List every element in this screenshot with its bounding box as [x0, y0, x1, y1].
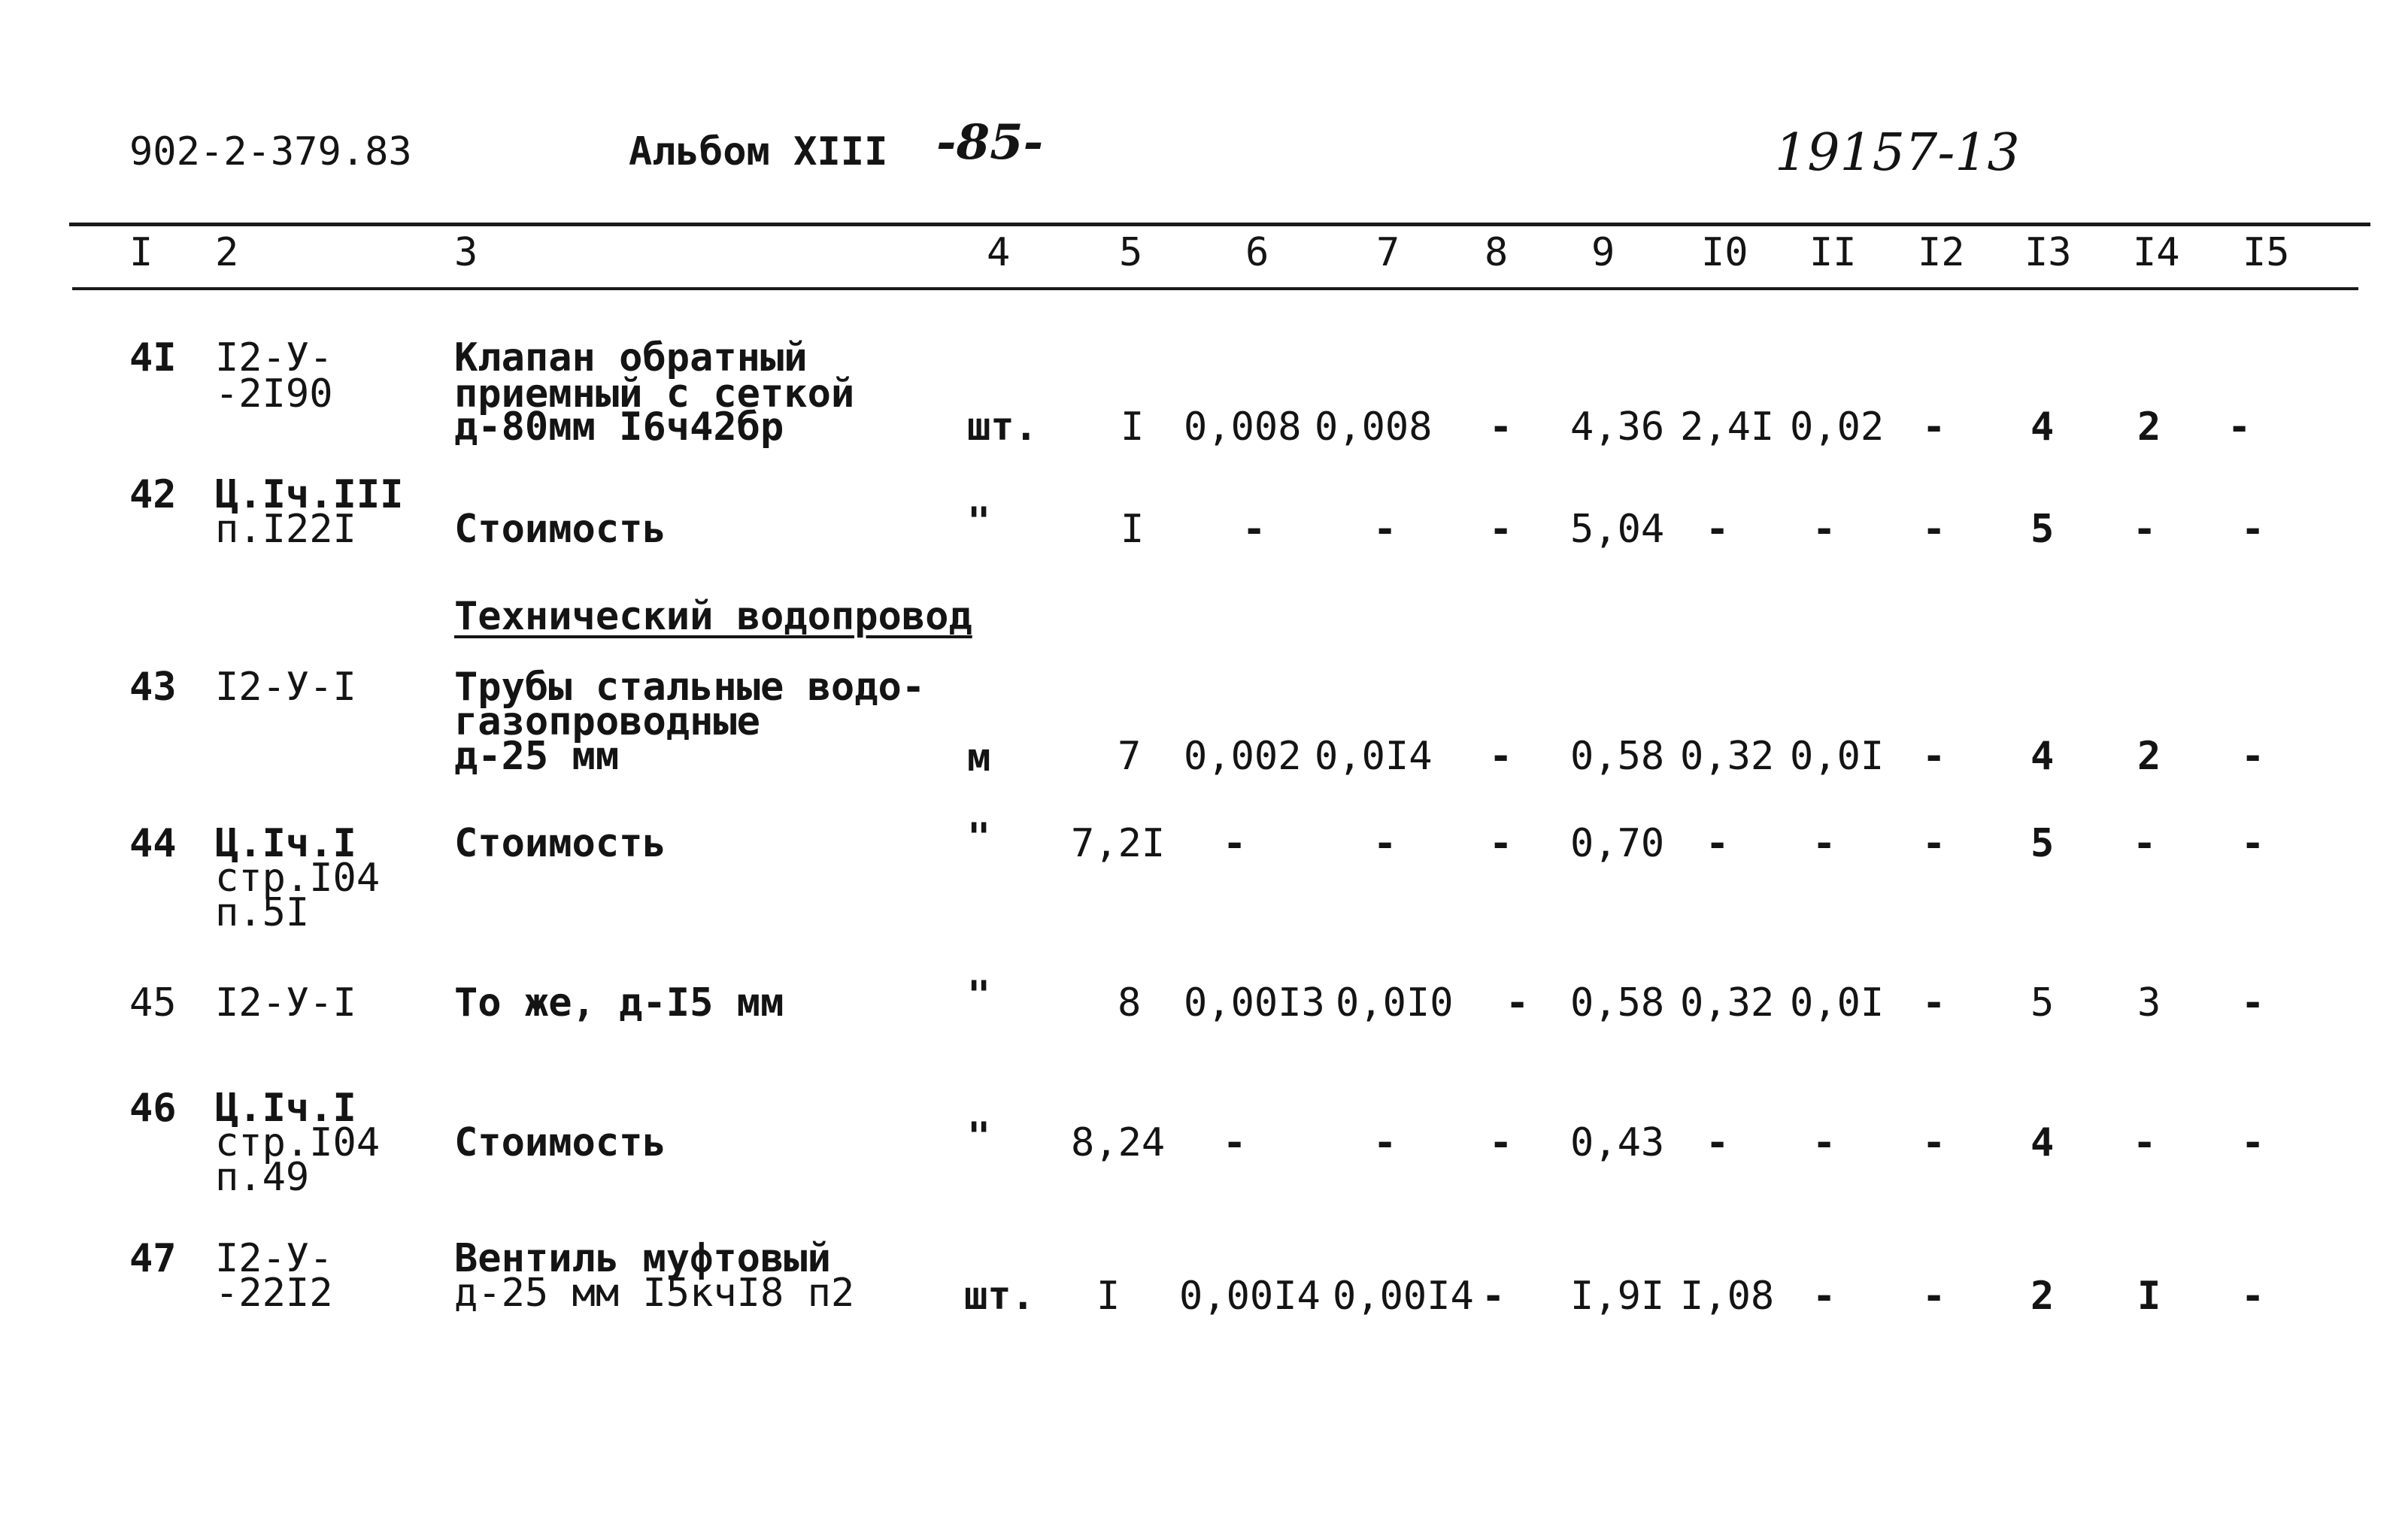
row-col10: 2,4I [1680, 404, 1775, 450]
page-number: -85- [936, 114, 1044, 171]
row-code: стр.I04 [215, 1120, 381, 1165]
column-number: 7 [1376, 230, 1400, 275]
row-col15: - [2241, 507, 2265, 552]
row-number: 45 [129, 980, 177, 1026]
row-col11: - [1812, 507, 1836, 552]
row-unit: " [967, 499, 991, 544]
row-col12: - [1922, 1120, 1946, 1165]
row-col14: 3 [2137, 980, 2161, 1026]
column-number: 3 [454, 230, 478, 275]
row-col11: 0,02 [1790, 404, 1885, 450]
header-top-rule [69, 223, 2370, 226]
row-col10: - [1706, 507, 1730, 552]
row-number: 46 [129, 1086, 177, 1131]
row-col7: - [1373, 821, 1397, 866]
row-number: 42 [129, 472, 177, 517]
column-number: I4 [2133, 230, 2180, 275]
row-col8: - [1481, 1274, 1506, 1319]
row-name: То же, д-I5 мм [454, 980, 784, 1026]
row-quantity: I [1096, 1274, 1121, 1319]
row-col12: - [1922, 734, 1946, 779]
row-unit: шт. [964, 1274, 1035, 1319]
row-col9: 4,36 [1570, 404, 1665, 450]
column-number: I2 [1918, 230, 1965, 275]
row-col13: 4 [2030, 734, 2055, 779]
row-col11: - [1812, 1274, 1836, 1319]
row-unit: м [967, 735, 991, 780]
row-col11: 0,0I [1790, 734, 1885, 779]
row-col8: - [1489, 507, 1513, 552]
row-col6: 0,00I3 [1184, 980, 1325, 1026]
row-col10: 0,32 [1680, 734, 1775, 779]
document-code: 902-2-379.83 [129, 129, 412, 174]
row-col11: - [1812, 821, 1836, 866]
row-name: Стоимость [454, 821, 666, 866]
row-col8: - [1506, 980, 1530, 1026]
row-name: газопроводные [454, 699, 760, 744]
row-col7: 0,00I4 [1333, 1274, 1474, 1319]
row-col6: 0,002 [1184, 734, 1302, 779]
row-col15: - [2241, 1274, 2265, 1319]
section-heading: Технический водопровод [454, 594, 972, 639]
row-col12: - [1922, 1274, 1946, 1319]
column-number: 5 [1119, 230, 1143, 275]
row-col11: - [1812, 1120, 1836, 1165]
row-col9: 0,58 [1570, 980, 1665, 1026]
row-col6: 0,00I4 [1179, 1274, 1321, 1319]
row-col15: - [2241, 734, 2265, 779]
column-number: I [129, 230, 153, 275]
row-col15: - [2241, 1120, 2265, 1165]
row-col13: 4 [2030, 1120, 2055, 1165]
row-col8: - [1489, 404, 1513, 450]
row-col12: - [1922, 980, 1946, 1026]
row-unit: шт. [967, 404, 1038, 450]
column-number: 8 [1485, 230, 1509, 275]
row-col10: - [1706, 821, 1730, 866]
row-col10: I,08 [1680, 1274, 1775, 1319]
row-col9: 0,58 [1570, 734, 1665, 779]
row-col14: - [2133, 821, 2157, 866]
row-col12: - [1922, 821, 1946, 866]
row-code: I2-У- [215, 1236, 333, 1281]
column-number: 9 [1591, 230, 1615, 275]
row-col9: I,9I [1570, 1274, 1665, 1319]
row-number: 4I [129, 335, 177, 380]
row-code: стр.I04 [215, 856, 381, 901]
row-name: Клапан обратный [454, 335, 808, 380]
row-code: Ц.Iч.I [215, 1086, 356, 1131]
row-name: Стоимость [454, 507, 666, 552]
row-col10: 0,32 [1680, 980, 1775, 1026]
row-col8: - [1489, 734, 1513, 779]
row-col10: - [1706, 1120, 1730, 1165]
row-name: д-25 мм [454, 734, 620, 779]
row-col7: 0,0I4 [1315, 734, 1433, 779]
row-quantity: 7 [1118, 734, 1142, 779]
row-col13: 2 [2030, 1274, 2055, 1319]
row-number: 44 [129, 821, 177, 866]
row-col15: - [2241, 980, 2265, 1026]
row-col6: 0,008 [1184, 404, 1302, 450]
row-col12: - [1922, 404, 1946, 450]
album-label: Альбом XIII [629, 129, 888, 174]
row-col6: - [1223, 821, 1247, 866]
row-col9: 5,04 [1570, 507, 1665, 552]
row-name: приемный с сеткой [454, 371, 855, 417]
row-col13: 4 [2030, 404, 2055, 450]
row-quantity: 8,24 [1071, 1120, 1166, 1165]
row-code: I2-У-I [215, 665, 356, 710]
row-col9: 0,70 [1570, 821, 1665, 866]
row-name: д-25 мм I5кчI8 п2 [454, 1271, 855, 1316]
row-col9: 0,43 [1570, 1120, 1665, 1165]
row-code: -22I2 [215, 1271, 333, 1316]
row-code: I2-У-I [215, 980, 356, 1026]
row-code: п.I22I [215, 507, 356, 552]
row-quantity: I [1121, 404, 1145, 450]
row-col7: - [1373, 1120, 1397, 1165]
row-col14: - [2133, 507, 2157, 552]
column-number: 2 [215, 230, 239, 275]
row-col13: 5 [2030, 507, 2055, 552]
row-code: Ц.Iч.III [215, 472, 404, 517]
row-col7: 0,008 [1315, 404, 1433, 450]
row-col14: 2 [2137, 404, 2161, 450]
row-code: Ц.Iч.I [215, 821, 356, 866]
row-col15: - [2228, 404, 2252, 450]
column-number: I0 [1701, 230, 1748, 275]
row-name: Трубы стальные водо- [454, 665, 926, 710]
header-bottom-rule [72, 287, 2358, 290]
row-code: -2I90 [215, 371, 333, 417]
column-number: 6 [1245, 230, 1269, 275]
column-number: I5 [2243, 230, 2290, 275]
row-quantity: 7,2I [1071, 821, 1166, 866]
row-col11: 0,0I [1790, 980, 1885, 1026]
row-unit: " [967, 973, 991, 1018]
row-col14: 2 [2137, 734, 2161, 779]
row-col15: - [2241, 821, 2265, 866]
column-number: I3 [2024, 230, 2072, 275]
row-number: 43 [129, 665, 177, 710]
inventory-number: 19157-13 [1775, 123, 2020, 183]
row-code: I2-У- [215, 335, 333, 380]
row-number: 47 [129, 1236, 177, 1281]
row-col7: 0,0I0 [1336, 980, 1454, 1026]
row-quantity: I [1121, 507, 1145, 552]
row-code: п.5I [215, 890, 310, 935]
row-col6: - [1242, 507, 1266, 552]
row-quantity: 8 [1118, 980, 1142, 1026]
column-number: 4 [987, 230, 1011, 275]
row-col8: - [1489, 1120, 1513, 1165]
row-col6: - [1223, 1120, 1247, 1165]
row-code: п.49 [215, 1155, 310, 1200]
row-col14: I [2137, 1274, 2161, 1319]
row-unit: " [967, 1114, 991, 1159]
row-name: Стоимость [454, 1120, 666, 1165]
row-col8: - [1489, 821, 1513, 866]
row-col13: 5 [2030, 980, 2055, 1026]
row-col13: 5 [2030, 821, 2055, 866]
row-col14: - [2133, 1120, 2157, 1165]
row-col12: - [1922, 507, 1946, 552]
row-name: Вентиль муфтовый [454, 1236, 831, 1281]
row-unit: " [967, 815, 991, 860]
row-name: д-80мм I6ч42бр [454, 404, 784, 450]
column-number: II [1809, 230, 1857, 275]
row-col7: - [1373, 507, 1397, 552]
